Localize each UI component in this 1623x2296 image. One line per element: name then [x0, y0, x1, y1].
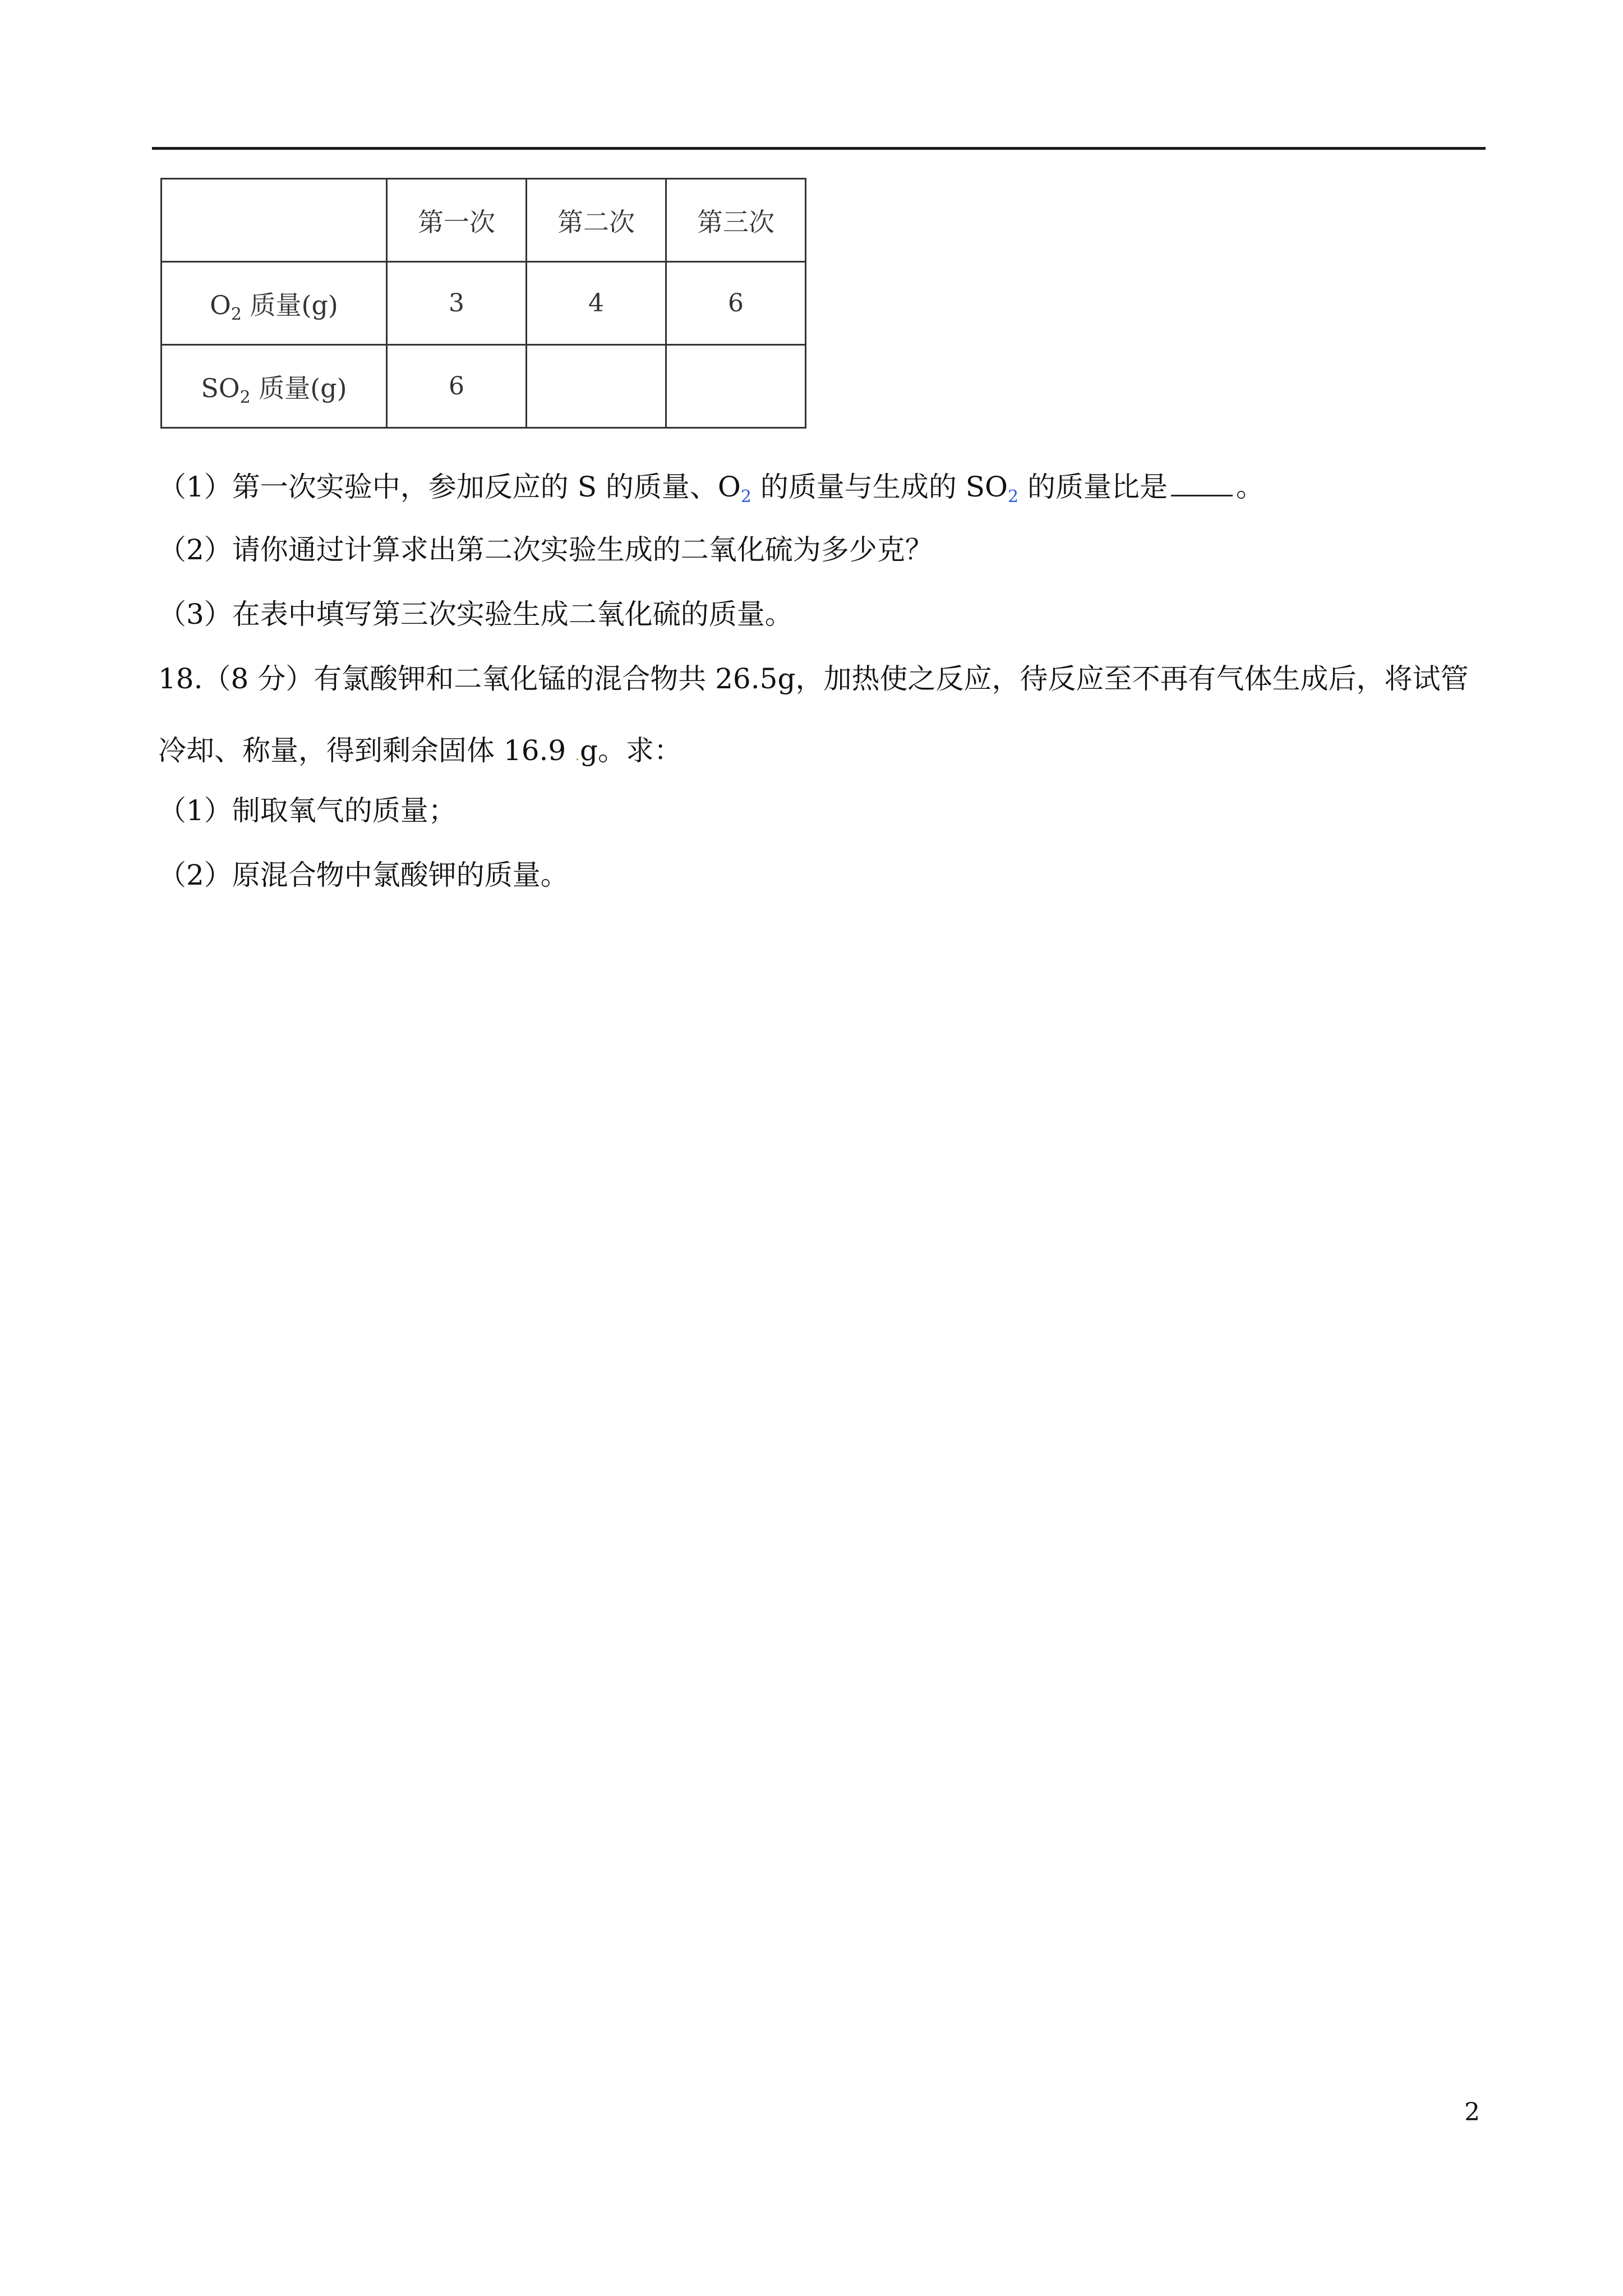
q17-part3: （3）在表中填写第三次实验生成二氧化硫的质量。	[158, 598, 793, 631]
q18-part1: （1）制取氧气的质量；	[158, 794, 457, 827]
table-cell: 6	[666, 262, 806, 345]
row-label-so2: $SO_2$ 质量(g)	[162, 345, 387, 428]
table-cell: 3	[387, 262, 527, 345]
table-header-cell: 第二次	[527, 179, 666, 262]
q18-line2: 冷却、称量，得到剩余固体 16.9 .g。求：	[158, 734, 683, 767]
q18-line1: 18.（8 分）有氯酸钾和二氧化锰的混合物共 26.5g，加热使之反应，待反应至不再有气体生成后，将试管	[158, 662, 1469, 695]
table-cell-empty[interactable]	[666, 345, 806, 428]
answer-blank[interactable]	[1171, 470, 1233, 496]
q17-part1: （1）第一次实验中，参加反应的 S 的质量、$O_2$ 的质量与生成的 $SO_2$ 的质量比是 。	[158, 471, 1264, 507]
page-number: 2	[1464, 2098, 1480, 2127]
table-cell-empty[interactable]	[527, 345, 666, 428]
table-header-cell: 第一次	[387, 179, 527, 262]
experiment-table	[160, 178, 806, 429]
q17-part2: （2）请你通过计算求出第二次实验生成的二氧化硫为多少克？	[158, 533, 933, 566]
table-cell: 6	[387, 345, 527, 428]
table-header-cell: 第三次	[666, 179, 806, 262]
table-cell: 4	[527, 262, 666, 345]
q18-part2: （2）原混合物中氯酸钾的质量。	[158, 859, 569, 891]
row-label-o2: $O_2$ 质量(g)	[162, 262, 387, 345]
header-rule	[152, 147, 1486, 150]
table-row	[162, 262, 806, 345]
table-header-cell	[162, 179, 387, 262]
table-header-row	[162, 179, 806, 262]
table-row	[162, 345, 806, 428]
